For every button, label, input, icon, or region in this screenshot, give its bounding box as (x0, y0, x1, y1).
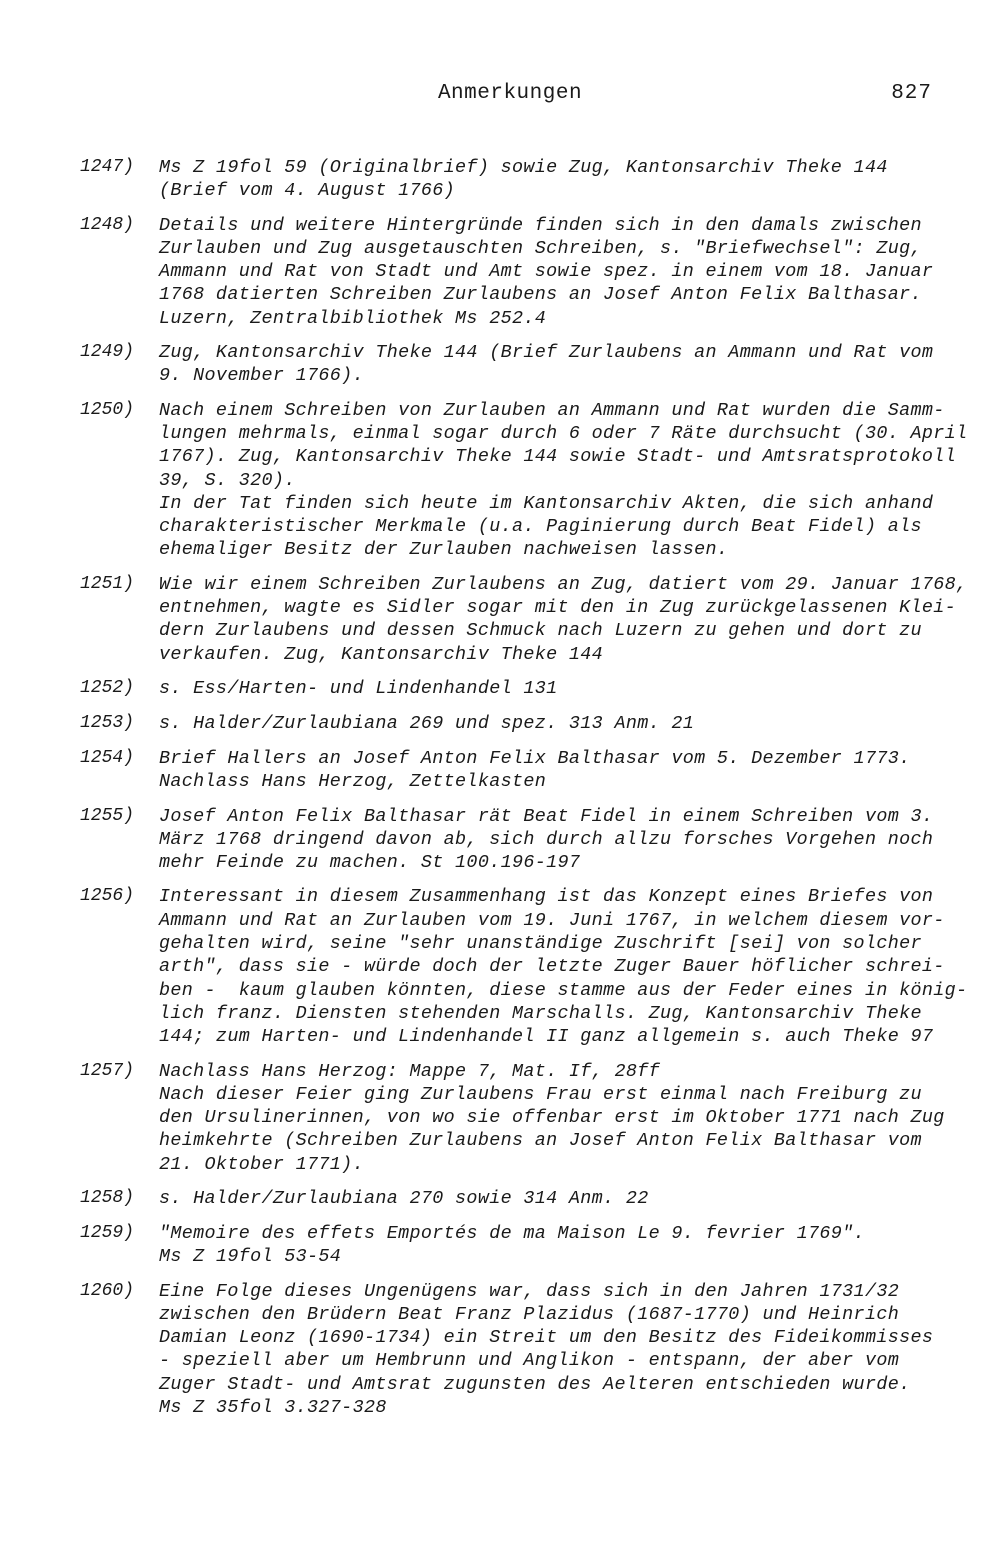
endnote (0, 1222, 1000, 1269)
endnote-number: 1254) (80, 747, 135, 768)
endnote (0, 1060, 1000, 1176)
endnote-number: 1257) (80, 1060, 135, 1081)
endnote-line: Interessant in diesem Zusammenhang ist das Konzept eines Briefes von (159, 886, 934, 908)
endnote-line: - speziell aber um Hembrunn und Anglikon - entspann, der aber vom (159, 1350, 900, 1372)
endnote-line: Ms Z 35fol 3.327-328 (159, 1397, 387, 1419)
endnote-text (159, 747, 959, 794)
endnote-number: 1250) (80, 399, 135, 420)
endnote-line: Brief Hallers an Josef Anton Felix Balthasar vom 5. Dezember 1773. (159, 747, 911, 769)
endnote (0, 747, 1000, 794)
endnote-number: 1256) (80, 886, 135, 907)
endnote-text (159, 1187, 959, 1210)
endnote-number: 1248) (80, 214, 135, 235)
endnote-line: Josef Anton Felix Balthasar rät Beat Fidel in einem Schreiben vom 3. (159, 805, 934, 827)
endnote-line: Zug, Kantonsarchiv Theke 144 (Brief Zurlaubens an Ammann und Rat vom (159, 342, 934, 364)
endnote-line: "Memoire des effets Emportés de ma Maison Le 9. fevrier 1769". (159, 1222, 865, 1244)
endnote-line: Zurlauben und Zug ausgetauschten Schreiben, s. "Briefwechsel": Zug, (159, 237, 922, 259)
endnote-line: Damian Leonz (1690-1734) ein Streit um den Besitz des Fideikommisses (159, 1327, 934, 1349)
endnote-line: 21. Oktober 1771). (159, 1153, 364, 1175)
endnote-line: In der Tat finden sich heute im Kantonsarchiv Akten, die sich anhand (159, 492, 934, 514)
endnote-line: (Brief vom 4. August 1766) (159, 180, 456, 202)
endnote (0, 677, 1000, 701)
endnote-line: Eine Folge dieses Ungenügens war, dass sich in den Jahren 1731/32 (159, 1280, 900, 1302)
endnote-line: Details und weitere Hintergründe finden sich in den damals zwischen (159, 214, 922, 236)
endnote-number: 1255) (80, 805, 135, 826)
endnote-line: ben - kaum glauben könnten, diese stamme aus der Feder eines in könig- (159, 979, 968, 1001)
endnote-line: 9. November 1766). (159, 365, 364, 387)
endnote-text (159, 677, 959, 700)
endnote-number: 1249) (80, 342, 135, 363)
endnote-text (159, 399, 968, 562)
endnote-line: arth", dass sie - würde doch der letzte Zuger Bauer höflicher schrei- (159, 956, 945, 978)
endnote-text (159, 341, 959, 388)
endnote-line: 144; zum Harten- und Lindenhandel II ganz allgemein s. auch Theke 97 (159, 1026, 934, 1048)
endnote (0, 341, 1000, 388)
endnote-line: Ms Z 19fol 59 (Originalbrief) sowie Zug, Kantonsarchiv Theke 144 (159, 157, 888, 178)
endnote-number: 1260) (80, 1280, 135, 1301)
endnote (0, 156, 1000, 203)
endnote-line: Ammann und Rat an Zurlauben vom 19. Juni 1767, in welchem diesem vor- (159, 909, 945, 931)
endnote-line: Wie wir einem Schreiben Zurlaubens an Zug, datiert vom 29. Januar 1768, (159, 573, 968, 595)
endnote-number: 1247) (80, 157, 135, 177)
endnote (0, 805, 1000, 875)
endnotes-list (0, 156, 1000, 1430)
endnote (0, 1187, 1000, 1211)
endnote-text (159, 805, 959, 875)
endnote-line: Nachlass Hans Herzog: Mappe 7, Mat. If, 28ff (159, 1060, 660, 1082)
page-header (0, 82, 1000, 112)
endnote-line: Ms Z 19fol 53-54 (159, 1246, 342, 1268)
endnote-line: gehalten wird, seine "sehr unanständige Zuschrift [sei] von solcher (159, 933, 922, 955)
endnote-line: lungen mehrmals, einmal sogar durch 6 oder 7 Räte durchsucht (30. April (159, 422, 968, 444)
endnote-line: Nach einem Schreiben von Zurlauben an Ammann und Rat wurden die Samm- (159, 399, 945, 421)
endnote-line: charakteristischer Merkmale (u.a. Paginierung durch Beat Fidel) als (159, 516, 922, 538)
endnote-line: den Ursulinerinnen, von wo sie offenbar erst im Oktober 1771 nach Zug (159, 1107, 945, 1129)
endnote-number: 1252) (80, 677, 135, 698)
endnote-line: zwischen den Brüdern Beat Franz Plazidus (1687-1770) und Heinrich (159, 1303, 900, 1325)
endnote-line: 1768 datierten Schreiben Zurlaubens an Josef Anton Felix Balthasar. (159, 284, 922, 306)
endnote-line: ehemaliger Besitz der Zurlauben nachweisen lassen. (159, 539, 729, 561)
endnote-text (159, 885, 968, 1048)
endnote-line: dern Zurlaubens und dessen Schmuck nach Luzern zu gehen und dort zu (159, 620, 922, 642)
page-number: 827 (891, 82, 932, 105)
endnote-line: entnehmen, wagte es Sidler sogar mit den in Zug zurückgelassenen Klei- (159, 597, 957, 619)
endnote-line: lich franz. Diensten stehenden Marschalls. Zug, Kantonsarchiv Theke (159, 1002, 922, 1024)
endnote-line: verkaufen. Zug, Kantonsarchiv Theke 144 (159, 643, 604, 665)
endnote-text (159, 712, 959, 735)
endnote-line: Luzern, Zentralbibliothek Ms 252.4 (159, 307, 547, 329)
endnote-number: 1253) (80, 712, 135, 733)
endnote-text (159, 573, 968, 666)
endnote-line: Nach dieser Feier ging Zurlaubens Frau erst einmal nach Freiburg zu (159, 1083, 922, 1105)
endnote-text (159, 214, 959, 330)
page-title: Anmerkungen (437, 82, 583, 105)
endnote-line: mehr Feinde zu machen. St 100.196-197 (159, 852, 581, 874)
endnote (0, 885, 1000, 1048)
endnote-line: Nachlass Hans Herzog, Zettelkasten (159, 771, 547, 793)
endnote-text (159, 1222, 959, 1269)
endnote-text (159, 1060, 959, 1176)
endnote-line: März 1768 dringend davon ab, sich durch allzu forsches Vorgehen noch (159, 828, 934, 850)
endnote (0, 1280, 1000, 1420)
endnote (0, 573, 1000, 666)
endnote-line: s. Ess/Harten- und Lindenhandel 131 (159, 677, 558, 699)
endnote-line: s. Halder/Zurlaubiana 269 und spez. 313 Anm. 21 (159, 712, 695, 734)
endnote-line: heimkehrte (Schreiben Zurlaubens an Josef Anton Felix Balthasar vom (159, 1130, 922, 1152)
endnote-number: 1251) (80, 573, 135, 594)
endnote-line: 39, S. 320). (159, 469, 296, 491)
endnote-text (159, 1280, 959, 1420)
endnote (0, 399, 1000, 562)
endnote-text (159, 156, 959, 203)
endnote-line: s. Halder/Zurlaubiana 270 sowie 314 Anm. 22 (159, 1187, 649, 1209)
endnote-number: 1259) (80, 1222, 135, 1243)
endnote-number: 1258) (80, 1187, 135, 1208)
endnote (0, 712, 1000, 736)
endnote-line: 1767). Zug, Kantonsarchiv Theke 144 sowie Stadt- und Amtsratsprotokoll (159, 446, 957, 468)
endnote-line: Ammann und Rat von Stadt und Amt sowie spez. in einem vom 18. Januar (159, 261, 934, 283)
endnote (0, 214, 1000, 330)
endnote-line: Zuger Stadt- und Amtsrat zugunsten des Aelteren entschieden wurde. (159, 1373, 911, 1395)
